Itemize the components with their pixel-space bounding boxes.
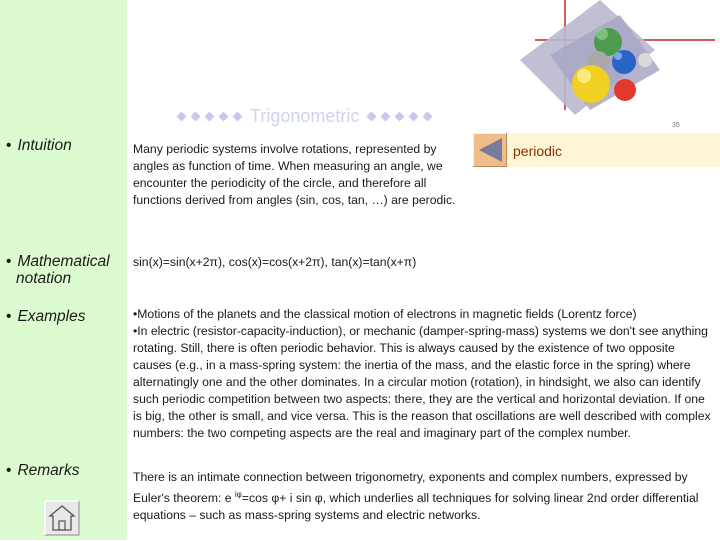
diamond-icon	[205, 111, 215, 121]
diamond-icon	[219, 111, 229, 121]
diamond-icon	[423, 111, 433, 121]
example-paragraph: •Motions of the planets and the classical motion of electrons in magnetic fields (Lorentz force)	[133, 307, 637, 321]
diamond-icon	[395, 111, 405, 121]
diamond-icon	[381, 111, 391, 121]
periodic-link[interactable]: periodic	[513, 143, 563, 159]
home-icon	[44, 500, 80, 536]
remarks-text: There is an intimate connection between trigonometry, exponents and complex numbers, expressed by Euler's theorem: e $^{i\varphi}$=cos φ+ i sin φ, which underlies all techniques for solving linear 2nd order differential equations – such as mass-spring systems and electric networks.	[133, 470, 699, 523]
diamond-icon	[177, 111, 187, 121]
math-notation-text: sin(x)=sin(x+2π), cos(x)=cos(x+2π), tan(x)=tan(x+π)	[133, 255, 417, 269]
page-number: 35	[672, 122, 680, 129]
label-intuition: • Intuition	[6, 137, 72, 154]
home-button[interactable]	[44, 500, 80, 536]
back-button[interactable]	[473, 133, 507, 167]
diamond-icon	[367, 111, 377, 121]
diamond-icon	[409, 111, 419, 121]
intuition-text: Many periodic systems involve rotations, represented by angles as function of time. When measuring an angle, we encounter the periodicity of the circle, and therefore all functions derived from angles (sin, cos, tan, …) are perodic.	[133, 142, 456, 207]
left-triangle-icon	[473, 133, 507, 167]
label-remarks: • Remarks	[6, 462, 80, 479]
slide-title: Trigonometric	[250, 105, 360, 126]
label-examples: • Examples	[6, 308, 86, 325]
periodic-link-box[interactable]	[473, 133, 720, 167]
examples-text	[133, 306, 713, 442]
diamond-icon	[191, 111, 201, 121]
diamond-icon	[233, 111, 243, 121]
example-paragraph: •In electric (resistor-capacity-induction), or mechanic (damper-spring-mass) systems we don't see anything rotating. Still, there is often periodic behavior. This is always caused by the existence of two opposite causes (e.g., in a mass-spring system: the inertia of the mass, and the elastic force in the spring) where alternatingly one and the other dominates. In a circular motion (rotation), in hindsight, we also can identify such periodic competition between two aspects: there, they are the vertical and horizontal deviation. If one is big, the other is small, and vice versa. This is the reason that oscillations are well described with complex numbers: the two competing aspects are the real and imaginary part of the complex number.	[133, 324, 711, 440]
label-mathematical-notation: • Mathematical notation	[6, 253, 110, 287]
slide-title-row	[178, 104, 538, 128]
